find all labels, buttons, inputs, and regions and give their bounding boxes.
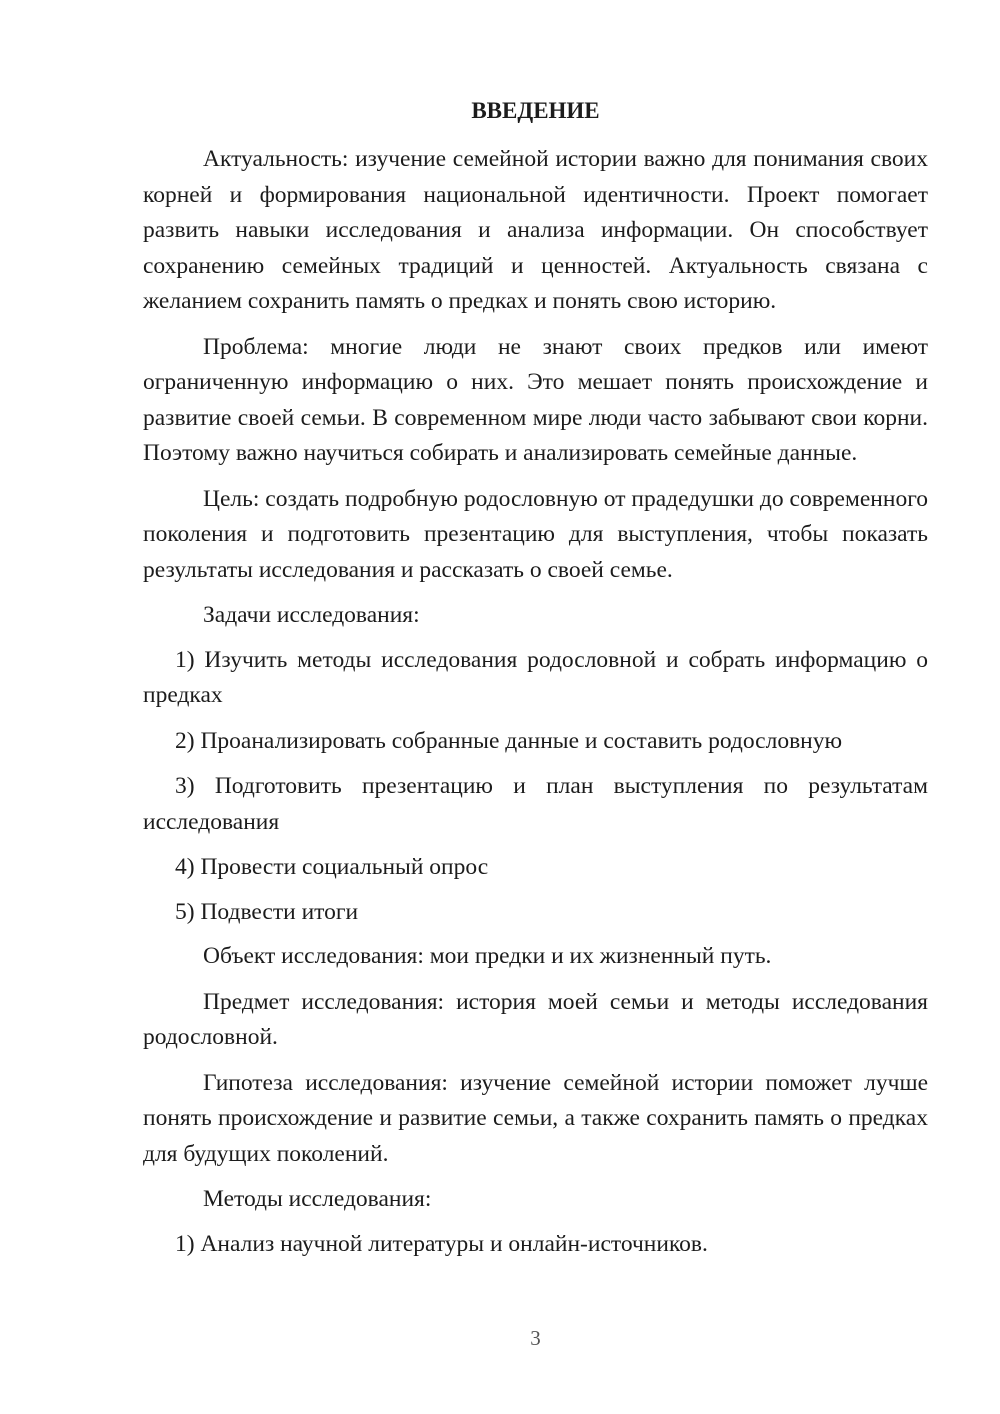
page-number: 3 xyxy=(530,1326,541,1350)
body-text xyxy=(143,142,928,1272)
paragraph-subject: Предмет исследования: история моей семьи и методы исследования родословной. xyxy=(143,988,928,1050)
list-item-task-2: 2) Проанализировать собранные данные и составить родословную xyxy=(175,727,843,754)
list-item-method-1: 1) Анализ научной литературы и онлайн-источников. xyxy=(175,1230,708,1257)
paragraph-tasks-heading: Задачи исследования: xyxy=(203,602,420,628)
list-item-task-5: 5) Подвести итоги xyxy=(175,898,359,925)
list-item-task-1: 1) Изучить методы исследования родословной и собрать информацию о предках xyxy=(143,646,928,708)
paragraph-problem: Проблема: многие люди не знают своих предков или имеют ограниченную информацию о них. Это мешает понять происхождение и развитие своей семьи. В современном мире люди часто забывают свои корни. Поэтому важно научиться собирать и анализировать семейные данные. xyxy=(143,333,928,466)
paragraph-methods-heading: Методы исследования: xyxy=(203,1186,432,1212)
list-item-task-3: 3) Подготовить презентацию и план выступления по результатам исследования xyxy=(143,773,928,835)
section-heading: ВВЕДЕНИЕ xyxy=(471,98,600,123)
list-item-task-4: 4) Провести социальный опрос xyxy=(175,854,489,880)
paragraph-object: Объект исследования: мои предки и их жизненный путь. xyxy=(203,943,772,969)
paragraph-hypothesis: Гипотеза исследования: изучение семейной истории поможет лучше понять происхождение и развитие семьи, а также сохранить память о предках для будущих поколений. xyxy=(143,1069,928,1167)
paragraph-relevance: Актуальность: изучение семейной истории важно для понимания своих корней и формирования национальной идентичности. Проект помогает развить навыки исследования и анализа информации. Он способствует сохранению семейных традиций и ценностей. Актуальность связана с желанием сохранить память о предках и понять свою историю. xyxy=(143,146,928,314)
paragraph-goal: Цель: создать подробную родословную от прадедушки до современного поколения и подготовить презентацию для выступления, чтобы показать результаты исследования и рассказать о своей семье. xyxy=(143,485,928,583)
